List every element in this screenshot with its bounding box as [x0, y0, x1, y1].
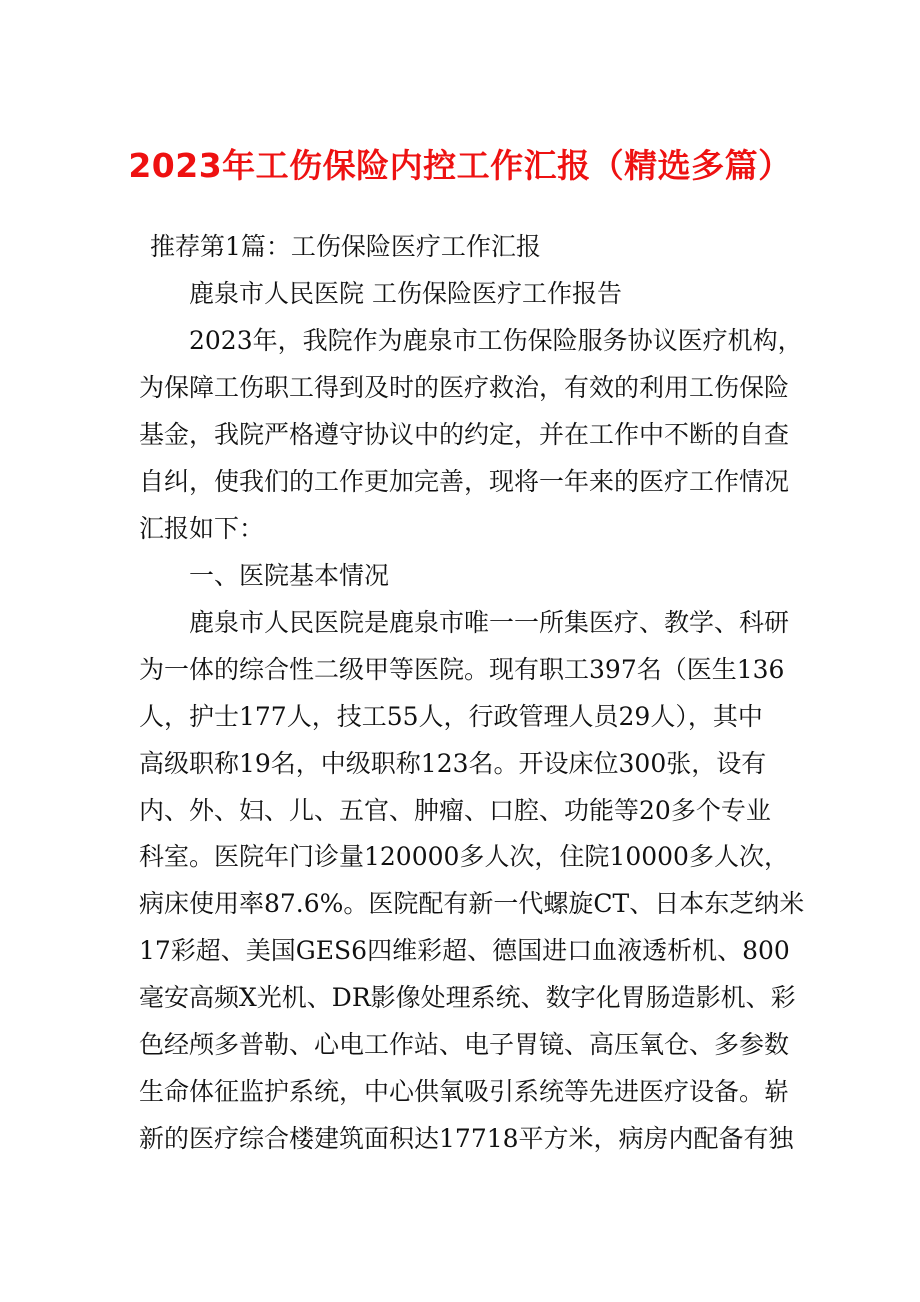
paragraph-line: 汇报如下：	[139, 513, 265, 543]
document-title: 2023年工伤保险内控工作汇报（精选多篇）	[128, 146, 792, 185]
intro-paragraph	[139, 318, 803, 552]
paragraph-line: 基金，我院严格遵守协议中的约定，并在工作中不断的自查	[139, 419, 790, 449]
paragraph-line: 毫安高频X光机、DR影像处理系统、数字化胃肠造影机、彩	[139, 983, 796, 1013]
recommend-heading: 推荐第1篇：工伤保险医疗工作汇报	[150, 232, 541, 261]
paragraph-line: 生命体征监护系统，中心供氧吸引系统等先进医疗设备。崭	[139, 1076, 790, 1106]
paragraph-line: 自纠，使我们的工作更加完善，现将一年来的医疗工作情况	[139, 466, 790, 496]
paragraph-line: 为保障工伤职工得到及时的医疗救治，有效的利用工伤保险	[139, 372, 790, 402]
section-heading: 一、医院基本情况	[189, 561, 390, 590]
paragraph-line: 科室。医院年门诊量120000多人次，住院10000多人次，	[139, 842, 789, 872]
paragraph-line: 为一体的综合性二级甲等医院。现有职工397名（医生136	[139, 654, 785, 684]
section-paragraph	[139, 600, 805, 1163]
paragraph-line: 鹿泉市人民医院是鹿泉市唯一一所集医疗、教学、科研	[189, 608, 790, 637]
paragraph-line: 人，护士177人，技工55人，行政管理人员29人），其中	[139, 701, 763, 731]
paragraph-line: 色经颅多普勒、心电工作站、电子胃镜、高压氧仓、多参数	[139, 1030, 790, 1060]
paragraph-line: 高级职称19名，中级职称123名。开设床位300张，设有	[139, 748, 767, 778]
paragraph-line: 17彩超、美国GES6四维彩超、德国进口血液透析机、800	[139, 936, 790, 966]
paragraph-line: 病床使用率87.6%。医院配有新一代螺旋CT、日本东芝纳米	[139, 889, 805, 919]
paragraph-line: 内、外、妇、儿、五官、肿瘤、口腔、功能等20多个专业	[139, 795, 771, 825]
report-heading: 鹿泉市人民医院 工伤保险医疗工作报告	[189, 279, 622, 308]
paragraph-line: 新的医疗综合楼建筑面积达17718平方米，病房内配备有独	[139, 1123, 794, 1153]
paragraph-line: 2023年，我院作为鹿泉市工伤保险服务协议医疗机构，	[189, 326, 803, 355]
